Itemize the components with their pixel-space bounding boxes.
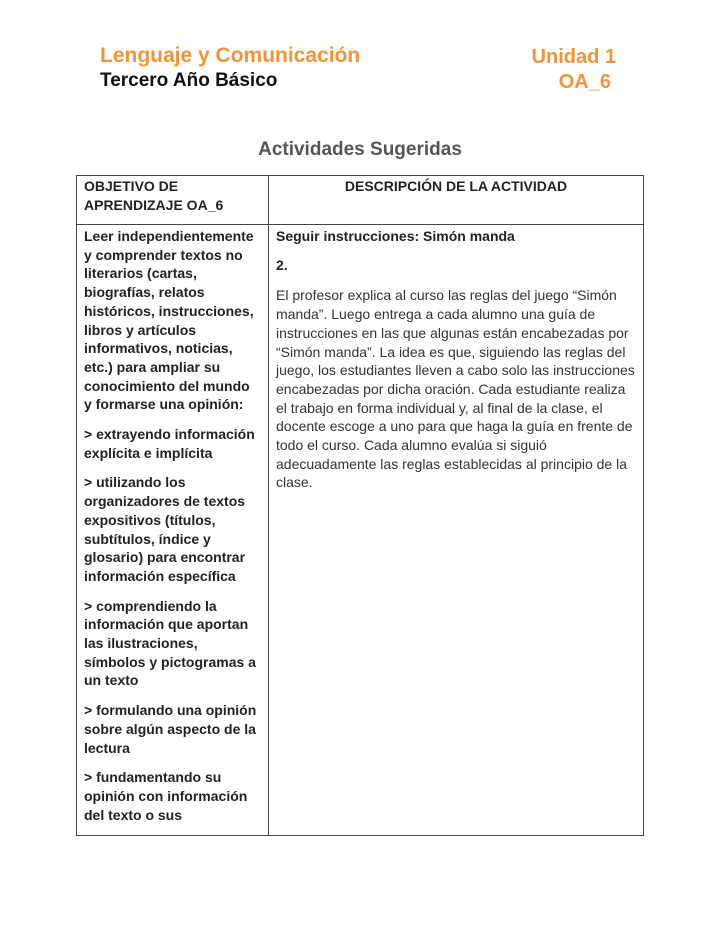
- description-column-header: DESCRIPCIÓN DE LA ACTIVIDAD: [269, 176, 644, 225]
- activities-table: [76, 175, 644, 836]
- page-header-right: [532, 45, 616, 95]
- activity-number: 2.: [276, 256, 288, 273]
- table-header-row: [77, 176, 644, 225]
- section-title: Actividades Sugeridas: [258, 139, 462, 160]
- objective-cell: [77, 225, 269, 836]
- objective-bullet: > extrayendo información explícita e implícita: [84, 426, 255, 461]
- objective-code: OA_6: [558, 71, 611, 93]
- objective-bullet: > utilizando los organizadores de textos expositivos (títulos, subtítulos, índice y glosario) para encontrar información específica: [84, 474, 246, 584]
- subject-title: Lenguaje y Comunicación: [100, 44, 361, 67]
- page-header-left: [100, 43, 360, 93]
- grade-subtitle: Tercero Año Básico: [100, 70, 278, 91]
- activity-title: Seguir instrucciones: Simón manda: [276, 228, 515, 244]
- objective-bullet: > comprendiendo la información que aportan las ilustraciones, símbolos y pictogramas a un texto: [84, 597, 256, 689]
- description-cell: [269, 225, 644, 836]
- activity-description: El profesor explica al curso las reglas del juego “Simón manda”. Luego entrega a cada alumno una guía de instrucciones en las que algunas están encabezadas por “Simón manda”. La idea es que, siguiendo las reglas del juego, los estudiantes lleven a cabo solo las instrucciones encabezadas por dicha oración. Cada estudiante realiza el trabajo en forma individual y, al final de la clase, el docente escoge a uno para que haga la guía en frente de todo el curso. Cada alumno evalúa si siguió adecuadamente las reglas establecidas al principio de la clase.: [276, 287, 635, 491]
- objective-paragraph: Leer independientemente y comprender textos no literarios (cartas, biografías, relatos históricos, instrucciones, libros y artículos informativos, noticias, etc.) para ampliar su conocimiento del mundo y formarse una opinión:: [84, 228, 254, 413]
- unit-label: Unidad 1: [531, 46, 616, 68]
- objective-bullet: > fundamentando su opinión con información del texto o sus: [84, 769, 248, 823]
- table-row: [77, 225, 644, 836]
- objective-column-header: OBJETIVO DE APRENDIZAJE OA_6: [77, 176, 269, 225]
- objective-bullet: > formulando una opinión sobre algún aspecto de la lectura: [84, 702, 257, 756]
